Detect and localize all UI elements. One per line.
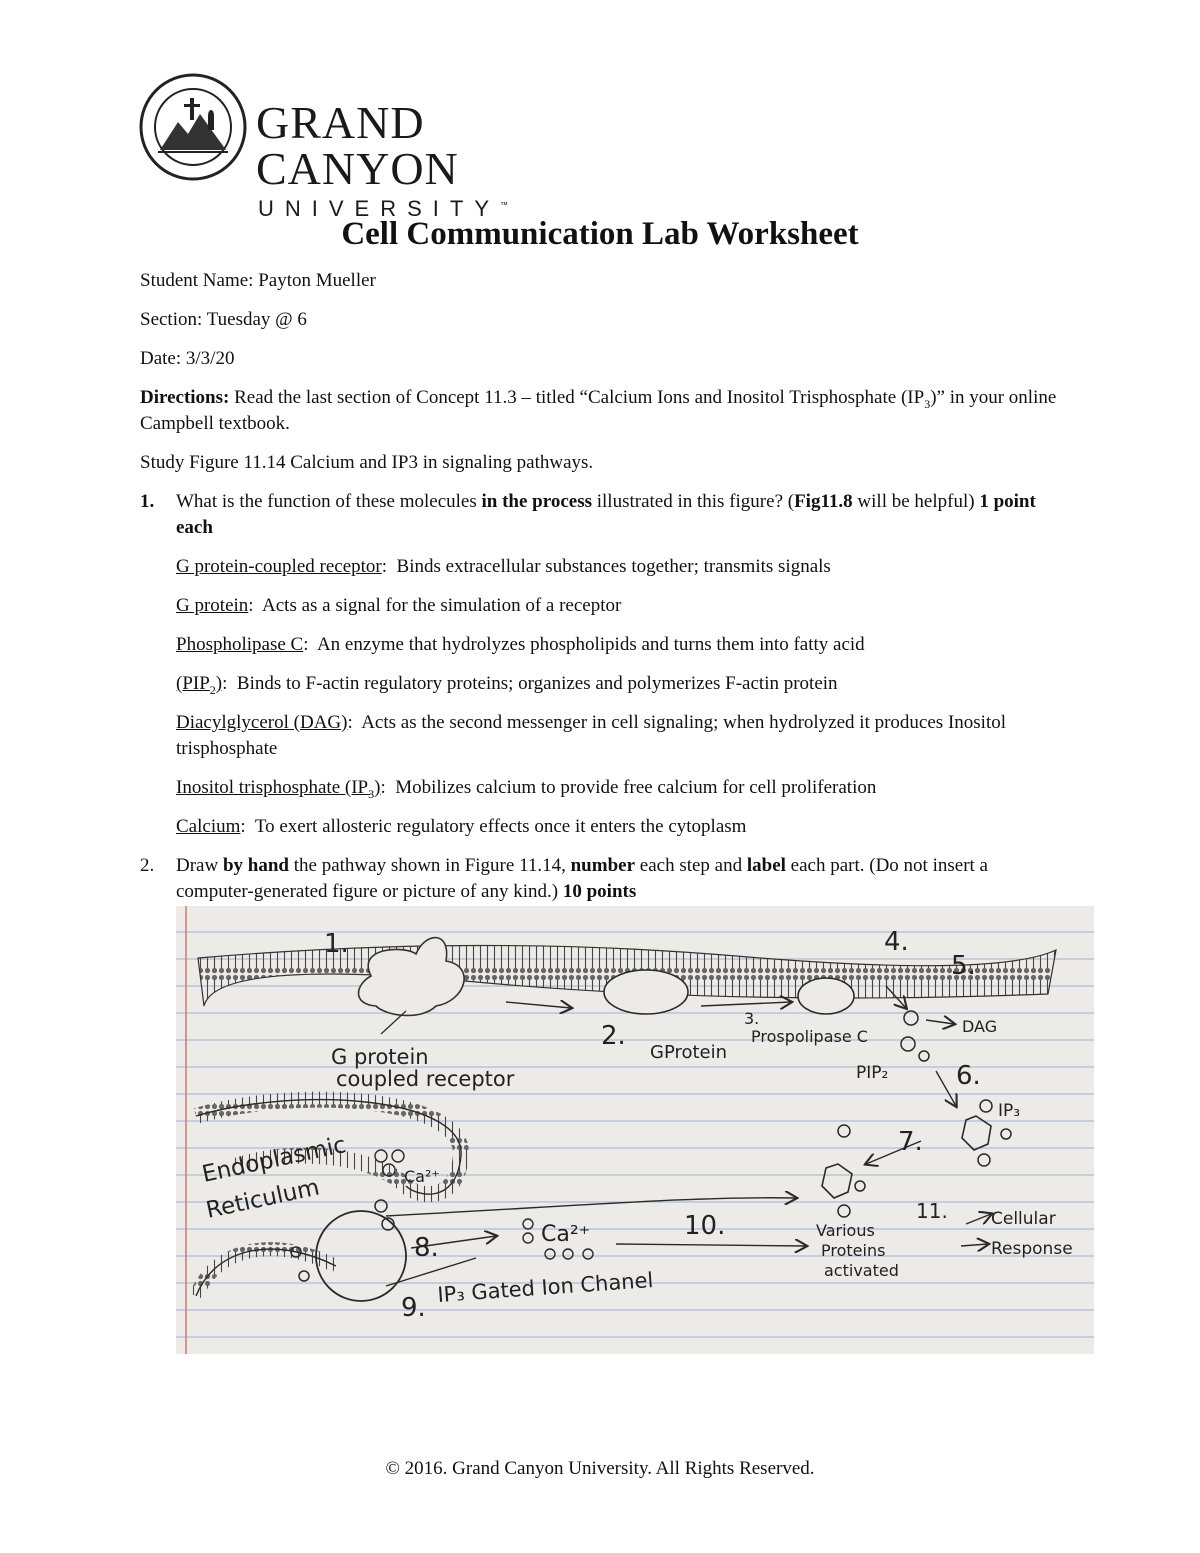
copyright-footer: © 2016. Grand Canyon University. All Rights Reserved. xyxy=(385,1458,815,1479)
g-protein-shape xyxy=(604,970,688,1014)
er-label-1: Endoplasmic xyxy=(199,1132,349,1188)
question-1-points: 1 point each xyxy=(176,491,1036,538)
definition-item: $(PIP_2)$: Binds to F-actin regulatory proteins; organizes and polymerizes F-actin protein xyxy=(176,673,838,697)
question-1-bold-a: in the process xyxy=(481,491,592,512)
definition-term: G protein-coupled receptor xyxy=(176,556,382,577)
definition-term: G protein xyxy=(176,595,249,616)
definition-answer: Acts as a signal for the simulation of a receptor xyxy=(262,595,622,616)
dag-label: DAG xyxy=(962,1017,998,1036)
channel-label: IP₃ Gated Ion Chanel xyxy=(436,1267,655,1307)
phospholipase-shape xyxy=(798,978,854,1014)
pip2-label: PIP₂ xyxy=(856,1063,889,1083)
step-3-label: 3. xyxy=(744,1009,760,1028)
directions-text-b: )” in your online Campbell textbook. xyxy=(140,387,1057,434)
er-calcium-label: Ca²⁺ xyxy=(404,1167,440,1186)
definition-term: Diacylglycerol (DAG) xyxy=(176,712,348,733)
page-title: Cell Communication Lab Worksheet xyxy=(341,216,859,252)
wordmark-university: UNIVERSITY xyxy=(258,196,501,221)
step-2-label: 2. xyxy=(601,1021,626,1051)
definition-term: Inositol trisphosphate $(IP_3)$ xyxy=(176,777,381,801)
definition-item: Calcium: To exert allosteric regulatory effects once it enters the cytoplasm xyxy=(176,816,747,837)
response-label-2: Response xyxy=(991,1239,1073,1259)
proteins-label-1: Various xyxy=(816,1221,875,1240)
proteins-label-2: Proteins xyxy=(821,1241,886,1260)
er-label-2: Reticulum xyxy=(203,1174,322,1224)
diagram-svg xyxy=(176,906,1094,1354)
question-2-text-a: Draw xyxy=(176,855,223,876)
study-instruction: Study Figure 11.14 Calcium and IP3 in signaling pathways. xyxy=(140,452,594,473)
question-2 xyxy=(140,853,1070,905)
wordmark-line1: GRAND CANYON xyxy=(256,97,459,194)
definition-item: G protein: Acts as a signal for the simulation of a receptor xyxy=(176,595,622,616)
definition-answer: To exert allosteric regulatory effects once it enters the cytoplasm xyxy=(254,816,747,837)
question-2-number: 2. xyxy=(140,855,155,876)
section-label: Section: xyxy=(140,309,203,330)
directions-subscript: 3 xyxy=(924,396,931,411)
definition-term: Phospholipase C xyxy=(176,634,304,655)
definition-item: Diacylglycerol (DAG): Acts as the second messenger in cell signaling; when hydrolyzed it produces Inositol trisphosphate xyxy=(176,712,1006,759)
hand-drawn-pathway-diagram xyxy=(176,906,1094,1354)
step-5-label: 5. xyxy=(951,951,976,981)
definition-answer: Binds to F-actin regulatory proteins; organizes and polymerizes F-actin protein xyxy=(236,673,838,694)
question-1 xyxy=(140,489,1070,541)
phospholipase-label: Prospolipase C xyxy=(751,1027,868,1046)
definition-term: Calcium xyxy=(176,816,241,837)
proteins-label-3: activated xyxy=(824,1261,899,1280)
step-10-label: 10. xyxy=(684,1211,726,1241)
step-1-label: 1. xyxy=(324,929,349,959)
definition-answer: Acts as the second messenger in cell signaling; when hydrolyzed it produces Inositol trisphosphate xyxy=(176,712,1006,759)
directions-text-a: Read the last section of Concept 11.3 – titled “Calcium Ions and Inositol Trisphosphate (IP xyxy=(229,387,925,408)
directions-label: Directions: xyxy=(140,387,230,408)
trademark-symbol: ™ xyxy=(500,200,509,210)
date-label: Date: xyxy=(140,348,182,369)
definition-answer: An enzyme that hydrolyzes phospholipids and turns them into fatty acid xyxy=(316,634,865,655)
definition-list xyxy=(140,554,1070,840)
question-2-text-c: each step and xyxy=(635,855,747,876)
date-value: 3/3/20 xyxy=(185,348,235,369)
wordmark xyxy=(256,97,618,222)
definition-item: Phospholipase C: An enzyme that hydrolyzes phospholipids and turns them into fatty acid xyxy=(176,634,865,655)
question-2-text-b: the pathway shown in Figure 11.14, xyxy=(288,855,571,876)
definition-item: Inositol trisphosphate $(IP_3)$: Mobilizes calcium to provide free calcium for cell proliferation xyxy=(176,777,877,801)
definition-item: G protein-coupled receptor: Binds extracellular substances together; transmits signals xyxy=(176,556,831,577)
gpcr-label: G protein xyxy=(331,1045,429,1069)
ip3-label: IP₃ xyxy=(998,1101,1021,1121)
step-9-label: 9. xyxy=(401,1293,426,1323)
step-7-label: 7. xyxy=(898,1127,923,1157)
student-name-value: Payton Mueller xyxy=(258,270,376,291)
university-seal-icon xyxy=(138,72,248,182)
question-2-bold-c: label xyxy=(746,855,786,876)
section-value: Tuesday @ 6 xyxy=(206,309,307,330)
gpcr-label-2: coupled receptor xyxy=(336,1067,515,1091)
question-2-points: 10 points xyxy=(562,881,637,902)
date-line xyxy=(140,346,1070,372)
definition-answer: Binds extracellular substances together; transmits signals xyxy=(396,556,831,577)
g-protein-label: GProtein xyxy=(650,1042,728,1063)
question-2-bold-a: by hand xyxy=(222,855,289,876)
directions-paragraph xyxy=(140,385,1070,437)
worksheet-body xyxy=(140,268,1070,918)
response-label-1: Cellular xyxy=(991,1209,1056,1229)
question-2-bold-b: number xyxy=(570,855,636,876)
definition-term: $(PIP_2)$ xyxy=(176,673,223,697)
step-4-label: 4. xyxy=(884,927,909,957)
university-logo xyxy=(138,72,618,221)
section-line xyxy=(140,307,1070,333)
step-8-label: 8. xyxy=(414,1233,439,1263)
student-name-line xyxy=(140,268,1070,294)
definition-answer: Mobilizes calcium to provide free calcium for cell proliferation xyxy=(395,777,877,798)
free-calcium-label: Ca²⁺ xyxy=(541,1222,591,1247)
question-1-text-c: will be helpful) xyxy=(852,491,980,512)
question-1-text-b: illustrated in this figure? ( xyxy=(591,491,795,512)
question-1-number: 1. xyxy=(140,491,155,512)
step-6-label: 6. xyxy=(956,1061,981,1091)
question-1-text-a: What is the function of these molecules xyxy=(176,491,482,512)
question-2-text-d: each part. (Do not insert a computer-generated figure or picture of any kind.) xyxy=(176,855,988,902)
question-1-bold-b: Fig11.8 xyxy=(794,491,853,512)
student-name-label: Student Name: xyxy=(140,270,254,291)
step-11-label: 11. xyxy=(916,1199,948,1223)
